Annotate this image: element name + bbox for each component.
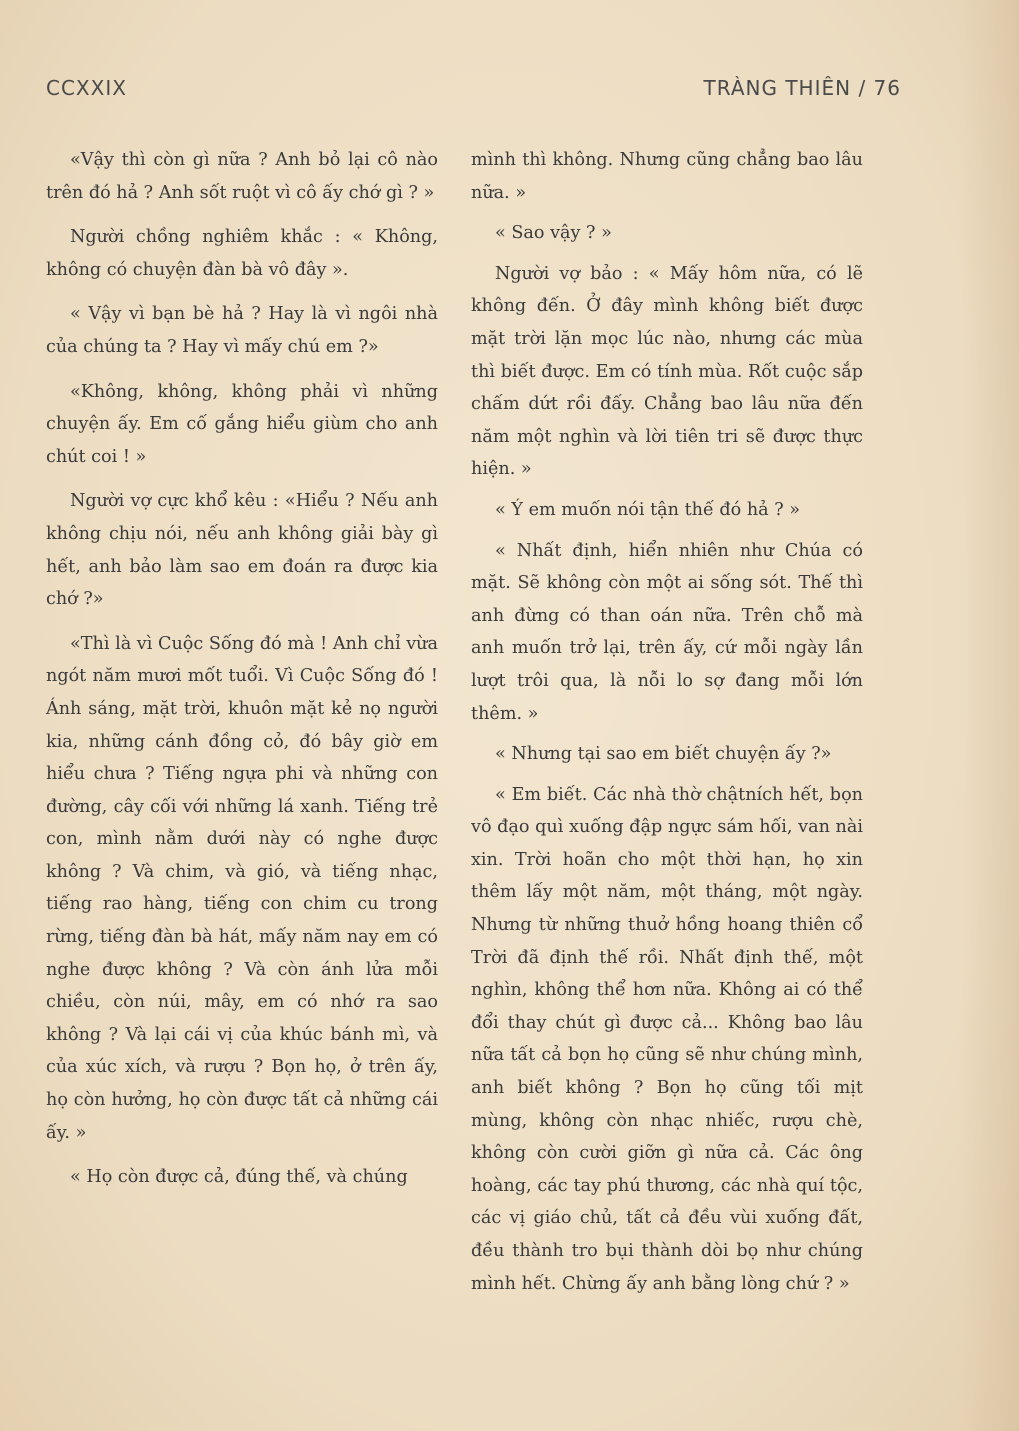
running-header — [46, 76, 901, 106]
paragraph: Người vợ cực khổ kêu : «Hiểu ? Nếu anh không chịu nói, nếu anh không giải bày gì hết, anh bảo làm sao em đoán ra được kia chớ ?» — [46, 491, 438, 610]
right-column — [471, 144, 863, 1308]
left-column — [46, 144, 438, 1206]
paragraph: Người vợ bảo : « Mấy hôm nữa, có lẽ không đến. Ở đây mình không biết được mặt trời lặn mọc lúc nào, nhưng các mùa thì biết được. Em có tính mùa. Rốt cuộc sắp chấm dứt rồi đấy. Chẳng bao lâu nữa đến năm một nghìn và lời tiên tri sẽ được thực hiện. » — [471, 263, 863, 480]
paragraph: « Họ còn được cả, đúng thế, và chúng — [70, 1167, 408, 1188]
chapter-number: CCXXIX — [46, 76, 127, 100]
paragraph: Người chồng nghiêm khắc : « Không, không có chuyện đàn bà vô đây ». — [46, 227, 438, 280]
paragraph: « Nhất định, hiển nhiên như Chúa có mặt. Sẽ không còn một ai sống sót. Thế thì anh đừng có than oán nữa. Trên chỗ mà anh muốn trở lại, trên ấy, cứ mỗi ngày lần lượt trôi qua, là nỗi lo sợ đang mỗi lớn thêm. » — [471, 540, 863, 724]
paragraph: « Vậy vì bạn bè hả ? Hay là vì ngôi nhà của chúng ta ? Hay vì mấy chú em ?» — [46, 304, 438, 357]
page-edge-shading — [959, 0, 1019, 1431]
paragraph: « Nhưng tại sao em biết chuyện ấy ?» — [495, 744, 832, 765]
paragraph: « Em biết. Các nhà thờ chậtních hết, bọn vô đạo quì xuống đập ngực sám hối, van nài xin. Trời hoãn cho một thời hạn, họ xin thêm lấy một năm, một tháng, một ngày. Nhưng từ những thuở hồng hoang thiên cổ Trời đã định thế rồi. Nhất định thế, một nghìn, không thể hơn nữa. Không ai có thể đổi thay chút gì được cả... Không bao lâu nữa tất cả bọn họ cũng sẽ như chúng mình, anh biết không ? Bọn họ cũng tối mịt mùng, không còn nhạc nhiếc, rượu chè, không còn cười giỡn gì nữa cả. Các ông hoàng, các tay phú thương, các nhà quí tộc, các vị giáo chủ, tất cả đều vùi xuống đất, đều thành tro bụi thành dòi bọ như chúng mình hết. Chừng ấy anh bằng lòng chứ ? » — [471, 784, 863, 1294]
paragraph: «Thì là vì Cuộc Sống đó mà ! Anh chỉ vừa ngót năm mươi mốt tuổi. Vì Cuộc Sống đó ! Ánh sáng, mặt trời, khuôn mặt kẻ nọ người kia, những cánh đồng cỏ, đó bây giờ em hiểu chưa ? Tiếng ngựa phi và những con đường, cây cối với những lá xanh. Tiếng trẻ con, mình nằm dưới này có nghe được không ? Và chim, và gió, và tiếng nhạc, tiếng rao hàng, tiếng con chim cu trong rừng, tiếng đàn bà hát, mấy năm nay em có nghe được không ? Và còn ánh lửa mỗi chiều, còn núi, mây, em có nhớ ra sao không ? Và lại cái vị của khúc bánh mì, và của xúc xích, và rượu ? Bọn họ, ở trên ấy, họ còn hưởng, họ còn được tất cả những cái ấy. » — [46, 633, 438, 1143]
paragraph: «Vậy thì còn gì nữa ? Anh bỏ lại cô nào trên đó hả ? Anh sốt ruột vì cô ấy chớ gì ? » — [46, 150, 438, 203]
paragraph: « Sao vậy ? » — [495, 223, 612, 244]
paragraph: « Ý em muốn nói tận thế đó hả ? » — [495, 499, 801, 520]
book-title-page-number: TRÀNG THIÊN / 76 — [703, 76, 901, 100]
paragraph: mình thì không. Nhưng cũng chẳng bao lâu nữa. » — [471, 150, 863, 203]
paragraph: «Không, không, không phải vì những chuyện ấy. Em cố gắng hiểu giùm cho anh chút coi ! » — [46, 381, 438, 467]
